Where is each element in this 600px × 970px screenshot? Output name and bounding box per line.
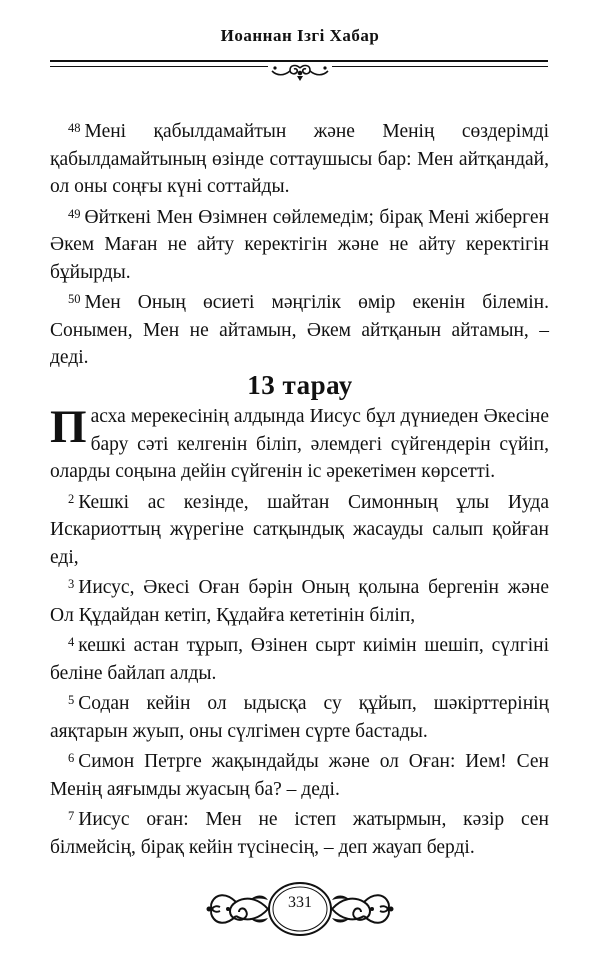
verse-text: кешкі астан тұрып, Өзінен сырт киімін шешіп, сүлгіні беліне байлап алды. bbox=[50, 635, 549, 684]
verse-text: Иисус оған: Мен не істеп жатырмын, кәзір сен білмейсің, бірақ кейін түсінесің, – деп жауап берді. bbox=[50, 809, 549, 858]
verse-text: Симон Петрге жақындайды және ол Оған: Ием! Сен Менің аяғымды жуасың ба? – деді. bbox=[50, 751, 549, 800]
verse-number: 49 bbox=[68, 206, 81, 221]
verse-6 bbox=[50, 748, 549, 803]
verse-7 bbox=[50, 806, 549, 861]
drop-cap: П bbox=[50, 401, 87, 453]
verse-49 bbox=[50, 204, 549, 287]
verse-text: Иисус, Әкесі Оған бәрін Оның қолына бергенін және Ол Құдайдан кетіп, Құдайға кететінін біліп, bbox=[50, 577, 549, 626]
verse-number: 2 bbox=[68, 491, 75, 506]
verse-text: Содан кейін ол ыдысқа су құйып, шәкірттерінің аяқтарын жуып, оны сүлгімен сүрте бастады. bbox=[50, 693, 549, 742]
verse-48 bbox=[50, 118, 549, 201]
header-ornament-icon bbox=[268, 62, 332, 84]
chapter-body bbox=[50, 403, 549, 861]
verse-2 bbox=[50, 489, 549, 572]
verse-text: Мені қабылдамайтын және Менің сөздерімді қабылдамайтының өзінде соттаушысы бар: Мен айтқандай, ол оны соңғы күні соттайды. bbox=[50, 121, 549, 197]
verse-4 bbox=[50, 632, 549, 687]
verse-number: 50 bbox=[68, 292, 81, 306]
verse-number: 4 bbox=[68, 635, 75, 649]
verse-3 bbox=[50, 574, 549, 629]
verses-top-block bbox=[50, 118, 549, 372]
verse-text: Кешкі ас кезінде, шайтан Симонның ұлы Иуда Искариоттың жүрегіне сатқындық жасауды салып қойған еді, bbox=[50, 491, 549, 568]
verse-5 bbox=[50, 690, 549, 745]
running-title: Иоаннан Ізгі Хабар bbox=[220, 26, 380, 45]
chapter-heading: 13 тарау bbox=[247, 370, 353, 400]
verse-number: 6 bbox=[68, 751, 75, 765]
verse-number: 3 bbox=[68, 577, 75, 591]
verse-number: 48 bbox=[68, 121, 81, 135]
page-number: 331 bbox=[288, 894, 312, 911]
opening-text: асха мерекесінің алдында Иисус бұл дүниеден Әкесіне бару сәті келгенін біліп, әлемдегі сүйгендерін сүйіп, оларды соңына дейін сүйгенін іс әрекетімен көрсетті. bbox=[50, 406, 549, 482]
verse-text: Мен Оның өсиеті мәңгілік өмір екенін білемін. Сонымен, Мен не айтамын, Әкем айтқанын айтамын, – деді. bbox=[50, 292, 549, 368]
verse-number: 7 bbox=[68, 809, 75, 823]
verse-number: 5 bbox=[68, 693, 75, 707]
chapter-opening-paragraph bbox=[50, 403, 549, 486]
verse-50 bbox=[50, 289, 549, 372]
verse-text: Өйткені Мен Өзімнен сөйлемедім; бірақ Мені жіберген Әкем Маған не айту керектігін және не айту керектігін бұйырды. bbox=[50, 206, 549, 283]
